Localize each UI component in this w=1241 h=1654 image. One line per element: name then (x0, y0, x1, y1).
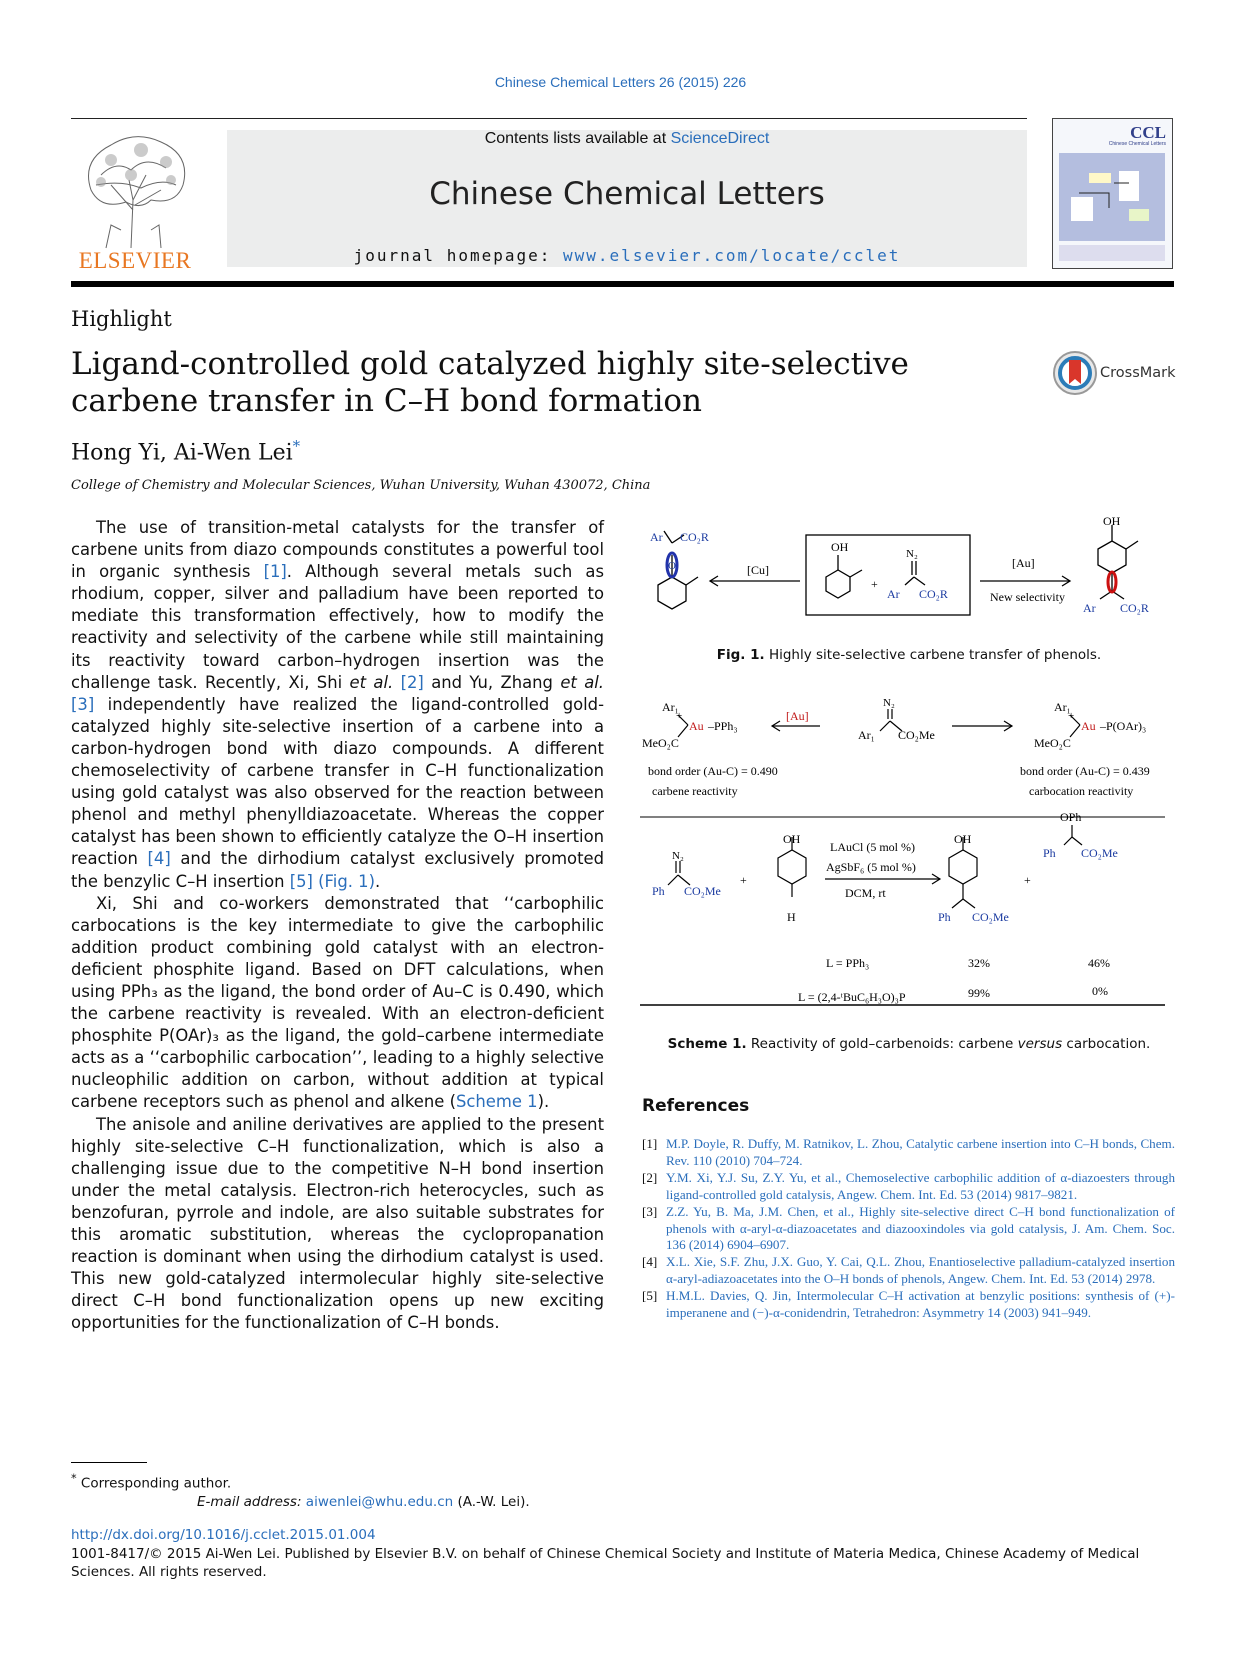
email-link[interactable]: aiwenlei@whu.edu.cn (305, 1493, 454, 1510)
fig1-cu-label: [Cu] (747, 563, 769, 577)
crossmark-badge[interactable] (1052, 350, 1174, 398)
scheme-co2me-mid: CO₂Me (898, 728, 935, 742)
scheme-oh-reactant: OH (783, 832, 801, 846)
fig1-co2r-product: CO₂R (1120, 601, 1149, 615)
scheme-poar3: –P(OAr)₃ (1100, 719, 1147, 733)
header-thick-rule (71, 281, 1174, 287)
scheme-ar1-left: Ar₁ (662, 700, 679, 714)
scheme-co2me-reactant: CO₂Me (684, 884, 721, 898)
scheme-pph3: –PPh₃ (708, 719, 738, 733)
homepage-line: journal homepage: www.elsevier.com/locate/cclet (353, 246, 901, 265)
scheme-cond2: AgSbF₆ (5 mol %) (826, 860, 916, 874)
product-ring (949, 850, 977, 884)
benzene-ring-right (1098, 541, 1126, 573)
citation-link[interactable]: [1] (263, 562, 287, 582)
scheme-cond1: LAuCl (5 mol %) (830, 840, 915, 854)
fig1-ar-product: Ar (1083, 601, 1096, 615)
article-type: Highlight (71, 307, 172, 331)
scheme-link[interactable]: Scheme 1 (455, 1092, 538, 1112)
scheme-yield1b: 46% (1088, 956, 1110, 970)
elsevier-wordmark: ELSEVIER (78, 248, 192, 273)
affiliation: College of Chemistry and Molecular Sciences, Wuhan University, Wuhan 430072, China (71, 478, 651, 493)
figure-1-graphic (640, 515, 1175, 640)
scheme-bond-right: bond order (Au-C) = 0.439 (1020, 764, 1150, 778)
body-paragraph: The anisole and aniline derivatives are applied to the present highly site-selective C–H functionalization, which is also a challenging issue due to the competitive N–H bond insertion under the metal catalysis. Electron-rich heterocycles, such as benzofuran, pyrrole and indole, are also suitable substrates for this aromatic substitution, whereas the cyclopropanation reaction is dominant when using the dirhodium catalyst is used. This new gold-catalyzed intermolecular highly site-selective direct C–H bond functionalization opens up new exciting opportunities for the functionalization of C–H bonds. (71, 1114, 604, 1333)
scheme-ph-product: Ph (938, 910, 951, 924)
fig1-au-label: [Au] (1012, 556, 1035, 570)
reference-item: [2] Y.M. Xi, Y.J. Su, Z.Y. Yu, et al., Chemoselective carbophilic addition of α-diazoesters through ligand-controlled gold catalysis, Angew. Chem. Int. Ed. 53 (2014) 9817–9821. (642, 1169, 1175, 1202)
fig1-co2r-reactant: CO₂R (919, 587, 948, 601)
citation-link[interactable]: [4] (147, 849, 171, 869)
reference-item: [1] M.P. Doyle, R. Duffy, M. Ratnikov, L. Zhou, Catalytic carbene insertion into C–H bonds, Chem. Rev. 110 (2010) 704–724. (642, 1136, 1175, 1168)
scheme-n2-top: N₂ (883, 697, 895, 709)
reference-link[interactable]: M.P. Doyle, R. Duffy, M. Ratnikov, L. Zhou, Catalytic carbene insertion into C–H bonds, Chem. Rev. 110 (2010) 704–724. (666, 1136, 1175, 1168)
citation-link[interactable]: [3] (71, 694, 95, 714)
reference-link[interactable]: Y.M. Xi, Y.J. Su, Z.Y. Yu, et al., Chemoselective carbophilic addition of α-diazoesters through ligand-controlled gold catalysis, Angew. Chem. Int. Ed. 53 (2014) 9817–9821. (666, 1169, 1175, 1202)
journal-masthead (227, 130, 1027, 267)
benzene-ring-left (658, 577, 686, 609)
scheme-react-right: carbocation reactivity (1029, 784, 1134, 798)
scheme-1-caption: Scheme 1. Reactivity of gold–carbenoids: carbene versus carbocation. (667, 1036, 1151, 1052)
journal-citation[interactable]: Chinese Chemical Letters 26 (2015) 226 (494, 74, 747, 90)
footnote-rule (71, 1462, 147, 1463)
crossmark-label: CrossMark (1100, 365, 1176, 381)
scheme-1-graphic (640, 695, 1175, 1025)
fig1-plus: + (871, 577, 878, 591)
scheme-ligand2: L = (2,4-ᵗBuC₆H₃O)₃P (798, 990, 906, 1004)
footnote (71, 1470, 530, 1511)
figure-link[interactable]: (Fig. 1) (318, 871, 375, 891)
scheme-bond-left: bond order (Au-C) = 0.490 (648, 764, 778, 778)
scheme-react-left: carbene reactivity (652, 784, 738, 798)
doi-link[interactable]: http://dx.doi.org/10.1016/j.cclet.2015.01.004 (71, 1527, 376, 1543)
contents-line: Contents lists available at ScienceDirect (484, 130, 770, 147)
homepage-link[interactable]: www.elsevier.com/locate/cclet (563, 246, 901, 265)
scheme-plus-2: + (1024, 873, 1031, 887)
footnote-line: * Corresponding author. (71, 1472, 232, 1492)
scheme-oh-product: OH (954, 832, 972, 846)
fig1-co2r-left: CO₂R (680, 530, 709, 544)
scheme-ligand1: L = PPh₃ (826, 956, 870, 970)
fig1-oh-reactant: OH (831, 540, 849, 554)
fig1-oh-product: OH (1103, 515, 1121, 528)
reference-item: [5] H.M.L. Davies, Q. Jin, Intermolecular C–H activation at benzylic positions: synthesis of (+)-imperanene and (−)-α-conidendrin, Tetrahedron: Asymmetry 14 (2003) 941–949. (642, 1288, 1175, 1321)
reference-item: [3] Z.Z. Yu, B. Ma, J.M. Chen, et al., Highly site-selective direct C–H bond functionalization of phenols with α-aryl-α-diazoacetates and diazooxindoles via gold catalysis, J. Am. Chem. Soc. 136 (2014) 6904–6907. (642, 1203, 1175, 1253)
header-rule (71, 118, 1027, 119)
phenol-ring (778, 850, 806, 884)
scheme-meo2c-left: MeO₂C (642, 736, 679, 750)
scheme-yield2a: 99% (968, 986, 990, 1000)
scheme-co2me-product: CO₂Me (972, 910, 1009, 924)
figure-1-caption: Fig. 1. Highly site-selective carbene transfer of phenols. (716, 647, 1102, 663)
reference-link[interactable]: H.M.L. Davies, Q. Jin, Intermolecular C–H activation at benzylic positions: synthesis of (+)-imperanene and (−)-α-conidendrin, Tetrahedron: Asymmetry 14 (2003) 941–949. (666, 1288, 1175, 1321)
scheme-yield2b: 0% (1092, 984, 1108, 998)
references-heading: References (642, 1096, 750, 1116)
fig1-new-selectivity: New selectivity (990, 590, 1065, 604)
body-text (71, 517, 604, 1334)
scheme-plus-1: + (740, 873, 747, 887)
reference-list (642, 1136, 1175, 1322)
scheme-plus-left: + (676, 710, 683, 722)
citation-link[interactable]: [2] (400, 672, 424, 692)
cover-art-icon (1059, 153, 1165, 261)
reference-link[interactable]: Z.Z. Yu, B. Ma, J.M. Chen, et al., Highly site-selective direct C–H bond functionalization of phenols with α-aryl-α-diazoacetates and diazooxindoles via gold catalysis, J. Am. Chem. Soc. 136 (2014) 6904–6907. (666, 1203, 1175, 1253)
journal-cover-thumbnail (1052, 118, 1173, 269)
scheme-meo2c-right: MeO₂C (1034, 736, 1071, 750)
phenol-ring (826, 570, 850, 598)
scheme-au-catalyst: [Au] (786, 709, 809, 723)
scheme-co2me-side: CO₂Me (1081, 846, 1118, 860)
cover-logo: CCL (1130, 123, 1166, 142)
citation-link[interactable]: [5] (289, 871, 313, 891)
fig1-ar-left: Ar (650, 530, 663, 544)
sciencedirect-link[interactable]: ScienceDirect (670, 130, 770, 147)
reference-item: [4] X.L. Xie, S.F. Zhu, J.X. Guo, Y. Cai, Q.L. Zhou, Enantioselective palladium-catalyzed insertion α-aryl-adiazoacetates into the O–H bonds of phenols, Angew. Chem. Int. Ed. 53 (2014) 2978. (642, 1254, 1175, 1287)
scheme-plus-right: + (1068, 710, 1075, 722)
scheme-n2-bottom: N₂ (672, 850, 684, 862)
scheme-au-right: Au (1081, 719, 1096, 733)
author-list: Hong Yi, Ai-Wen Lei* (71, 437, 301, 466)
body-paragraph: The use of transition-metal catalysts for the transfer of carbene units from diazo compounds constitutes a powerful tool in organic synthesis [1]. Although several metals such as rhodium, copper, silver and palladium have been reported to mediate this transformation effectively, how to modify the reactivity and selectivity of the carbene while still maintaining its reactivity toward carbon–hydrogen insertion was the challenge task. Recently, Xi, Shi et al. [2] and Yu, Zhang et al. [3] independently have realized the ligand-controlled gold-catalyzed highly site-selective insertion of a carbene into a carbon-hydrogen bond with diazo compounds. A different chemoselectivity of carbene transfer in C–H functionalization using gold catalyst was also observed for the reaction between phenol and methyl phenylldiazoacetate. Whereas the copper catalyst has been shown to efficiently catalyze the O–H insertion reaction [4] and the dirhodium catalyst exclusively promoted the benzylic C–H insertion [5] (Fig. 1). (71, 518, 605, 891)
scheme-ph-reactant: Ph (652, 884, 665, 898)
scheme-ph-side: Ph (1043, 846, 1056, 860)
scheme-yield1a: 32% (968, 956, 990, 970)
fig1-o-left: O (668, 560, 676, 572)
fig1-ar-reactant: Ar (887, 587, 900, 601)
cover-subtitle: Chinese Chemical Letters (1108, 141, 1166, 147)
elsevier-tree-logo-icon (71, 130, 199, 250)
corresponding-author-mark[interactable]: * (292, 437, 301, 455)
journal-name: Chinese Chemical Letters (429, 176, 825, 212)
scheme-ar1-right: Ar₁ (1054, 700, 1071, 714)
article-title: Ligand-controlled gold catalyzed highly site-selective carbene transfer in C–H bond formation (71, 346, 909, 419)
reference-link[interactable]: X.L. Xie, S.F. Zhu, J.X. Guo, Y. Cai, Q.L. Zhou, Enantioselective palladium-catalyzed insertion α-aryl-adiazoacetates into the O–H bonds of phenols, Angew. Chem. Int. Ed. 53 (2014) 2978. (666, 1254, 1175, 1287)
scheme-cond3: DCM, rt (845, 886, 886, 900)
crossmark-icon (1052, 350, 1098, 396)
scheme-oph: OPh (1060, 810, 1082, 824)
body-paragraph: Xi, Shi and co-workers demonstrated that ‘‘carbophilic carbocations is the key intermediate to give the carbophilic addition product combining gold catalyst with an electron-deficient phosphite ligand. Based on DFT calculations, when using PPh₃ as the ligand, the bond order of Au–C is 0.490, which the carbene reactivity is revealed. With an electron-deficient phosphite P(OAr)₃ as the ligand, the gold–carbene intermediate acts as a ‘‘carbophilic carbocation’’, leading to a highly selective nucleophilic addition on carbon, without addition at typical carbene receptors such as phenol and alkene (Scheme 1). (71, 893, 604, 1112)
scheme-ar1-mid: Ar₁ (858, 728, 875, 742)
fig1-n2: N₂ (906, 548, 918, 560)
scheme-h: H (787, 910, 796, 924)
scheme-au-left: Au (689, 719, 704, 733)
email-line: E-mail address: aiwenlei@whu.edu.cn (A.-W. Lei). (197, 1493, 530, 1510)
copyright-notice: 1001-8417/© 2015 Ai-Wen Lei. Published by Elsevier B.V. on behalf of Chinese Chemical Society and Institute of Materia Medica, Chinese Academy of Medical Sciences. All rights reserved. (71, 1546, 1140, 1580)
